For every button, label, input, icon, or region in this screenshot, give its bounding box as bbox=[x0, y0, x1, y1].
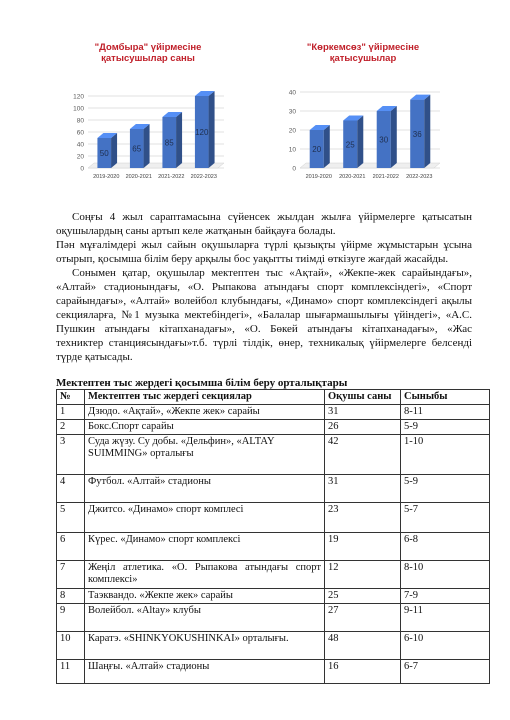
y-tick-label: 0 bbox=[292, 165, 296, 173]
chart-dombyra bbox=[62, 30, 234, 190]
cell-count: 26 bbox=[325, 420, 401, 435]
cell-section: Таэквандо. «Жекпе жек» сарайы bbox=[85, 589, 325, 604]
body-text bbox=[56, 210, 472, 364]
cell-count: 48 bbox=[325, 632, 401, 660]
cell-section: Каратэ. «SHINKYOKUSHINKAI» орталығы. bbox=[85, 632, 325, 660]
cell-section: Суда жүзу. Су добы. «Дельфин», «ALTAY SUIMMING» орталығы bbox=[85, 435, 325, 475]
table-title: Мектептен тыс жердегі қосымша білім беру орталықтары bbox=[56, 377, 348, 389]
y-tick-label: 0 bbox=[80, 165, 84, 173]
cell-grade: 8-10 bbox=[401, 561, 490, 589]
y-tick-label: 10 bbox=[288, 146, 296, 154]
data-label: 36 bbox=[412, 129, 422, 139]
table-row bbox=[57, 604, 490, 632]
cell-num: 8 bbox=[57, 589, 85, 604]
bar-side bbox=[424, 95, 430, 168]
table-row bbox=[57, 561, 490, 589]
cell-section: Күрес. «Динамо» спорт комплексі bbox=[85, 533, 325, 561]
chart-korkemsoz bbox=[278, 30, 448, 190]
cell-section: Жеңіл атлетика. «О. Рыпакова атындағы спорт комплексі» bbox=[85, 561, 325, 589]
cell-section: Дзюдо. «Ақтай», «Жекпе жек» сарайы bbox=[85, 405, 325, 420]
cell-num: 1 bbox=[57, 405, 85, 420]
header-section: Мектептен тыс жердегі секциялар bbox=[85, 390, 325, 405]
bar-side bbox=[111, 133, 117, 168]
cell-num: 2 bbox=[57, 420, 85, 435]
cell-num: 5 bbox=[57, 503, 85, 533]
chart-title-line: қатысушылар bbox=[329, 53, 397, 64]
cell-num: 10 bbox=[57, 632, 85, 660]
cell-num: 11 bbox=[57, 660, 85, 684]
data-label: 120 bbox=[195, 128, 209, 137]
chart-title bbox=[62, 42, 234, 64]
y-tick-label: 60 bbox=[76, 129, 84, 137]
x-tick-label: 2020-2021 bbox=[125, 174, 152, 180]
data-label: 30 bbox=[379, 135, 389, 145]
bar-side bbox=[391, 106, 397, 168]
cell-grade: 1-10 bbox=[401, 435, 490, 475]
cell-grade: 5-9 bbox=[401, 420, 490, 435]
cell-grade: 6-7 bbox=[401, 660, 490, 684]
cell-grade: 9-11 bbox=[401, 604, 490, 632]
y-tick-label: 80 bbox=[76, 117, 84, 125]
y-tick-label: 20 bbox=[288, 127, 296, 135]
x-tick-label: 2019-2020 bbox=[305, 174, 332, 180]
cell-num: 6 bbox=[57, 533, 85, 561]
cell-grade: 6-10 bbox=[401, 632, 490, 660]
cell-count: 27 bbox=[325, 604, 401, 632]
x-tick-label: 2021-2022 bbox=[158, 174, 185, 180]
header-count: Оқушы саны bbox=[325, 390, 401, 405]
y-tick-label: 20 bbox=[76, 153, 84, 161]
cell-grade: 5-9 bbox=[401, 475, 490, 503]
bar-side bbox=[176, 112, 182, 168]
table-row bbox=[57, 405, 490, 420]
chart-title bbox=[278, 42, 448, 64]
paragraph: Пән мұғалімдері жыл сайын оқушыларға түрлі қызықты үйірме жұмыстарын ұсына отырып, қосымша білім беру арқылы бос уақытты тиімді өткізуге жағдай жасайды. bbox=[56, 239, 472, 265]
header-num: № bbox=[57, 390, 85, 405]
cell-grade: 6-8 bbox=[401, 533, 490, 561]
x-tick-label: 2022-2023 bbox=[190, 174, 217, 180]
data-label: 50 bbox=[99, 149, 109, 158]
chart-title-line: "Домбыра" үйірмесіне bbox=[94, 42, 202, 53]
table-row bbox=[57, 420, 490, 435]
cell-num: 4 bbox=[57, 475, 85, 503]
chart-title-line: "Көркемсөз" үйірмесіне bbox=[306, 42, 420, 53]
cell-grade: 7-9 bbox=[401, 589, 490, 604]
y-tick-label: 40 bbox=[288, 89, 296, 97]
x-tick-label: 2020-2021 bbox=[339, 174, 366, 180]
table-row bbox=[57, 632, 490, 660]
header-grade: Сыныбы bbox=[401, 390, 490, 405]
cell-section: Бокс.Спорт сарайы bbox=[85, 420, 325, 435]
cell-section: Джитсо. «Динамо» спорт комплесі bbox=[85, 503, 325, 533]
cell-count: 42 bbox=[325, 435, 401, 475]
cell-count: 31 bbox=[325, 405, 401, 420]
bar-side bbox=[357, 116, 363, 169]
bar-side bbox=[144, 124, 150, 168]
cell-count: 12 bbox=[325, 561, 401, 589]
x-tick-label: 2022-2023 bbox=[406, 174, 433, 180]
cell-section: Волейбол. «Altay» клубы bbox=[85, 604, 325, 632]
x-tick-label: 2019-2020 bbox=[93, 174, 120, 180]
x-tick-label: 2021-2022 bbox=[372, 174, 399, 180]
cell-num: 3 bbox=[57, 435, 85, 475]
data-label: 20 bbox=[312, 145, 322, 154]
cell-grade: 8-11 bbox=[401, 405, 490, 420]
cell-section: Футбол. «Алтай» стадионы bbox=[85, 475, 325, 503]
bar-side bbox=[324, 125, 330, 168]
y-tick-label: 40 bbox=[76, 141, 84, 149]
paragraph: Соңғы 4 жыл сараптамасына сүйенсек жылдан жылға үйірмелерге қатысатын оқушылардың саны артып келе жатқанын байқауға болады. bbox=[56, 211, 472, 237]
cell-num: 9 bbox=[57, 604, 85, 632]
chart-title-line: қатысушылар саны bbox=[101, 53, 195, 64]
cell-count: 25 bbox=[325, 589, 401, 604]
table-header-row bbox=[57, 390, 490, 405]
y-tick-label: 120 bbox=[73, 93, 84, 101]
y-tick-label: 30 bbox=[288, 108, 296, 116]
table-row bbox=[57, 660, 490, 684]
table-row bbox=[57, 533, 490, 561]
paragraph: Сонымен қатар, оқушылар мектептен тыс «Ақтай», «Жекпе-жек сарайындағы», «Алтай» стадионындағы, «О. Рыпакова атындағы спорт комплексіндегі», «Спорт сарайындағы», «Алтай» волейбол клубындағы, «Динамо» спорт комплексіндегі ақылы секцияларға, №1 музыка мектебіндегі», «Балалар шығармашылығы үйіндегі», «А.С. Пушкин атындағы кітапханадағы», «О. Бөкей атындағы кітапханадағы», «Жас техниктер станциясындағы»т.б. түрлі тілдік, өнер, техникалық үйірмелерге белсенді түрде қатысады. bbox=[56, 267, 472, 363]
cell-count: 31 bbox=[325, 475, 401, 503]
cell-grade: 5-7 bbox=[401, 503, 490, 533]
cell-count: 23 bbox=[325, 503, 401, 533]
data-label: 25 bbox=[345, 140, 355, 150]
table-row bbox=[57, 475, 490, 503]
table-row bbox=[57, 435, 490, 475]
cell-section: Шаңғы. «Алтай» стадионы bbox=[85, 660, 325, 684]
cell-count: 16 bbox=[325, 660, 401, 684]
data-label: 85 bbox=[164, 138, 174, 148]
cell-count: 19 bbox=[325, 533, 401, 561]
table-row bbox=[57, 589, 490, 604]
y-tick-label: 100 bbox=[73, 105, 84, 113]
cell-num: 7 bbox=[57, 561, 85, 589]
table-row bbox=[57, 503, 490, 533]
sections-table bbox=[56, 389, 490, 684]
data-label: 65 bbox=[132, 144, 142, 154]
bar-side bbox=[209, 91, 215, 168]
